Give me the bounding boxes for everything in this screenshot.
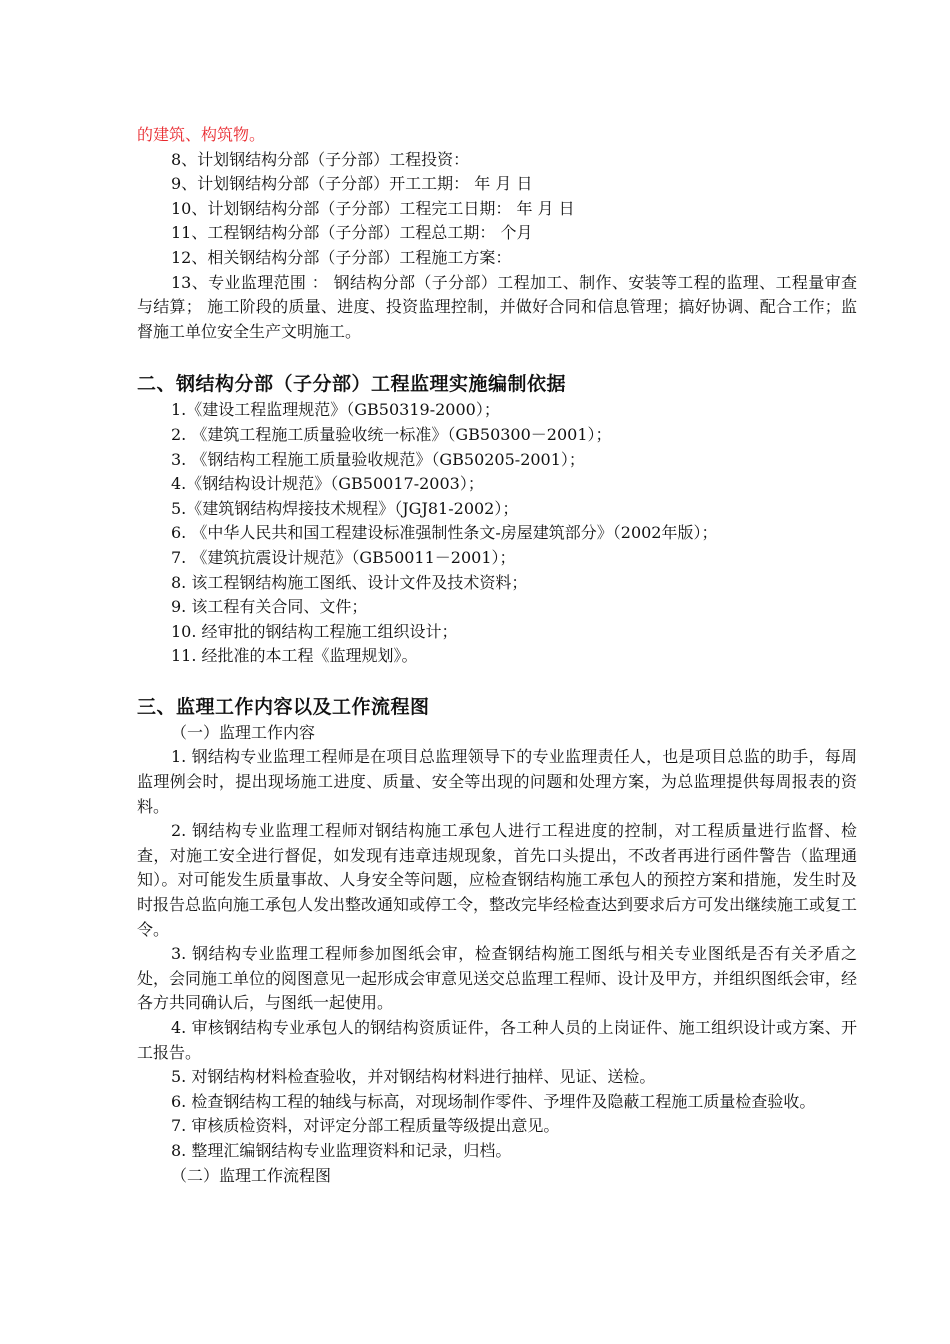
project-item-8: 8、计划钢结构分部（子分部）工程投资： — [171, 149, 470, 169]
carry-over-line: 的建筑、构筑物。 — [137, 125, 266, 144]
section-3-heading: 三、监理工作内容以及工作流程图 — [137, 695, 430, 718]
duty-paragraph-6: 6. 检查钢结构工程的轴线与标高，对现场制作零件、予埋件及隐蔽工程施工质量检查验收。 — [171, 1091, 816, 1111]
project-item-10: 10、计划钢结构分部（子分部）工程完工日期： 年 月 日 — [171, 198, 575, 218]
subsection-1-title: （一）监理工作内容 — [171, 722, 316, 742]
duty-paragraph-8: 8. 整理汇编钢结构专业监理资料和记录，归档。 — [171, 1140, 512, 1160]
basis-item-10: 10. 经审批的钢结构工程施工组织设计； — [171, 621, 458, 641]
section-2-heading: 二、钢结构分部（子分部）工程监理实施编制依据 — [137, 373, 567, 396]
basis-item-6: 6. 《中华人民共和国工程建设标准强制性条文-房屋建筑部分》（2002年版）； — [171, 523, 718, 543]
duty-paragraph-7: 7. 审核质检资料，对评定分部工程质量等级提出意见。 — [171, 1116, 560, 1136]
basis-item-2: 2. 《建筑工程施工质量验收统一标准》（GB50300－2001）； — [171, 424, 612, 444]
project-item-9: 9、计划钢结构分部（子分部）开工工期： 年 月 日 — [171, 174, 533, 194]
basis-item-4: 4.《钢结构设计规范》（GB50017-2003）； — [171, 474, 484, 494]
project-item-12: 12、相关钢结构分部（子分部）工程施工方案： — [171, 247, 512, 267]
duty-paragraph-4: 4. 审核钢结构专业承包人的钢结构资质证件，各工种人员的上岗证件、施工组织设计或方案、开工报告。 — [137, 1018, 857, 1062]
subsection-2-title: （二）监理工作流程图 — [171, 1165, 332, 1185]
duty-paragraph-1: 1. 钢结构专业监理工程师是在项目总监理领导下的专业监理责任人，也是项目总监的助手，每周监理例会时，提出现场施工进度、质量、安全等出现的问题和处理方案，为总监理提供每周报表的资料。 — [137, 747, 857, 816]
duty-paragraph-2: 2. 钢结构专业监理工程师对钢结构施工承包人进行工程进度的控制，对工程质量进行监督、检查，对施工安全进行督促，如发现有违章违规现象，首先口头提出，不改者再进行函件警告（监理通知）。对可能发生质量事故、人身安全等问题，应检查钢结构施工承包人的预控方案和措施，发生时及时报告总监向施工承包人发出整改通知或停工令，整改完毕经检查达到要求后方可发出继续施工或复工令。 — [137, 821, 858, 939]
basis-item-1: 1.《建设工程监理规范》（GB50319-2000）； — [171, 400, 500, 420]
basis-item-8: 8. 该工程钢结构施工图纸、设计文件及技术资料； — [171, 572, 528, 592]
basis-item-3: 3. 《钢结构工程施工质量验收规范》（GB50205-2001）； — [171, 449, 585, 469]
basis-item-9: 9. 该工程有关合同、文件； — [171, 597, 368, 617]
basis-item-11: 11. 经批准的本工程《监理规划》。 — [171, 646, 418, 666]
duty-paragraph-3: 3. 钢结构专业监理工程师参加图纸会审，检查钢结构施工图纸与相关专业图纸是否有关矛盾之处，会同施工单位的阅图意见一起形成会审意见送交总监理工程师、设计及甲方，并组织图纸会审，经各方共同确认后，与图纸一起使用。 — [137, 944, 858, 1013]
project-item-11: 11、工程钢结构分部（子分部）工程总工期： 个月 — [171, 223, 533, 243]
duty-paragraph-5: 5. 对钢结构材料检查验收，并对钢结构材料进行抽样、见证、送检。 — [171, 1067, 656, 1087]
project-item-13: 13、专业监理范围 ： 钢结构分部（子分部）工程加工、制作、安装等工程的监理、工程量审查与结算； 施工阶段的质量、进度、投资监理控制，并做好合同和信息管理；搞好协调、配合工作；监督施工单位安全生产文明施工。 — [137, 272, 857, 341]
basis-item-5: 5.《建筑钢结构焊接技术规程》（JGJ81-2002）； — [171, 498, 519, 518]
basis-item-7: 7. 《建筑抗震设计规范》（GB50011－2001）； — [171, 547, 516, 567]
document-body — [137, 123, 857, 1188]
